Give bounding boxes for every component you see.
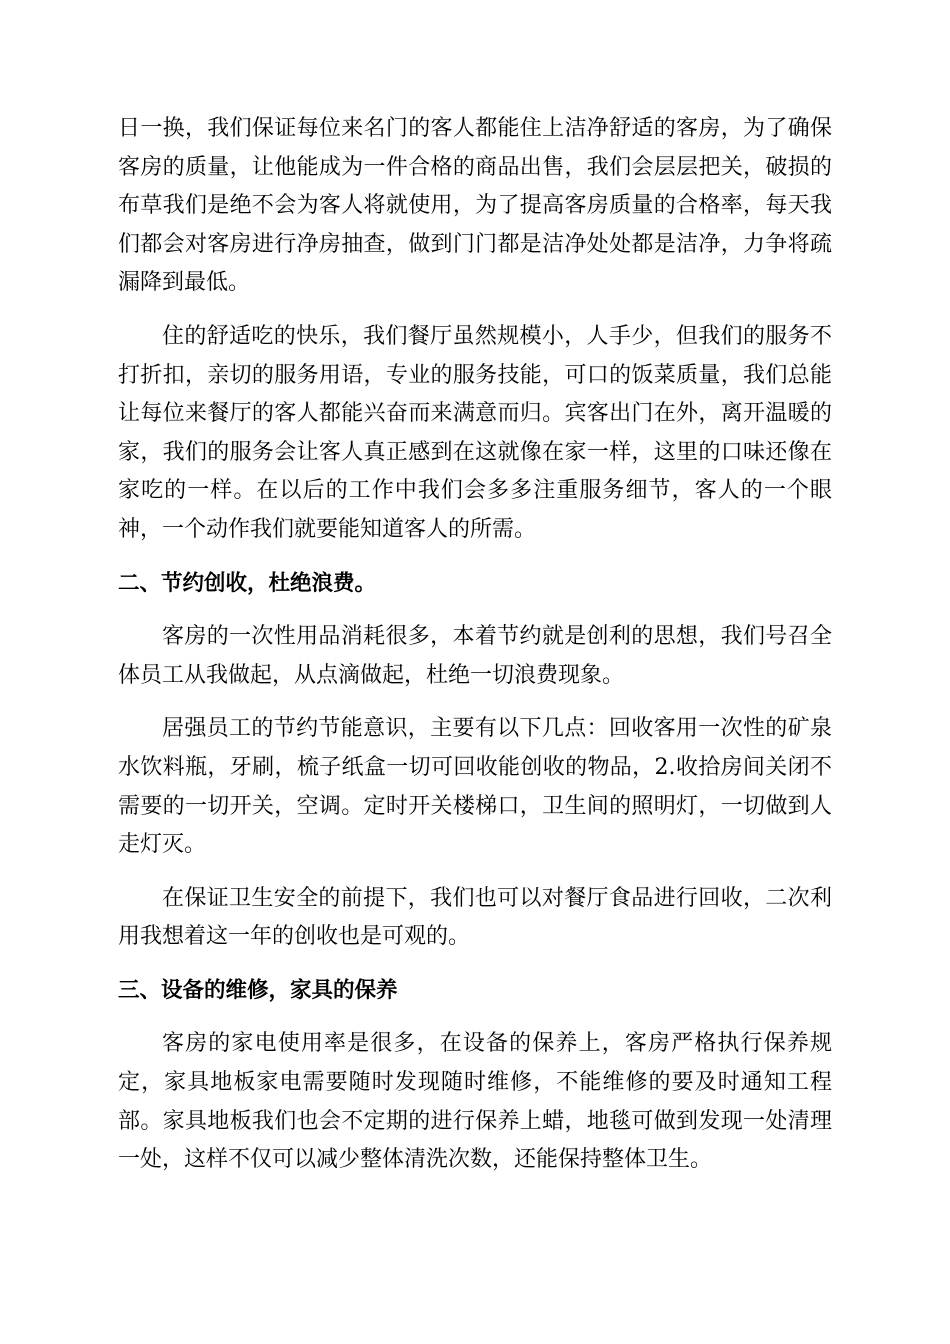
paragraph-disposable-items: 客房的一次性用品消耗很多，本着节约就是创利的思想，我们号召全体员工从我做起，从点滴做起，杜绝一切浪费现象。 — [118, 624, 832, 688]
paragraph-restaurant-service: 住的舒适吃的快乐，我们餐厅虽然规模小，人手少，但我们的服务不打折扣，亲切的服务用语，专业的服务技能，可口的饭菜质量，我们总能让每位来餐厅的客人都能兴奋而来满意而归。宾客出门在外，离开温暖的家，我们的服务会让客人真正感到在这就像在家一样，这里的口味还像在家吃的一样。在以后的工作中我们会多多注重服务细节，客人的一个眼神，一个动作我们就要能知道客人的所需。 — [118, 323, 832, 542]
paragraph-room-quality: 日一换，我们保证每位来名门的客人都能住上洁净舒适的客房，为了确保客房的质量，让他能成为一件合格的商品出售，我们会层层把关，破损的布草我们是绝不会为客人将就使用，为了提高客房质量的合格率，每天我们都会对客房进行净房抽查，做到门门都是洁净处处都是洁净，力争将疏漏降到最低。 — [118, 116, 832, 296]
paragraph-energy-saving: 居强员工的节约节能意识，主要有以下几点：回收客用一次性的矿泉水饮料瓶，牙刷，梳子纸盒一切可回收能创收的物品，2.收拾房间关闭不需要的一切开关，空调。定时开关楼梯口，卫生间的照明灯，一切做到人走灯灭。 — [118, 716, 832, 858]
section-heading-saving: 二、节约创收，杜绝浪费。 — [118, 570, 377, 596]
paragraph-appliance-maintenance: 客房的家电使用率是很多，在设备的保养上，客房严格执行保养规定，家具地板家电需要随时发现随时维修，不能维修的要及时通知工程部。家具地板我们也会不定期的进行保养上蜡，地毯可做到发现一处清理一处，这样不仅可以减少整体清洗次数，还能保持整体卫生。 — [118, 1031, 832, 1173]
section-heading-maintenance: 三、设备的维修，家具的保养 — [118, 977, 398, 1003]
paragraph-food-recycling: 在保证卫生安全的前提下，我们也可以对餐厅食品进行回收，二次利用我想着这一年的创收也是可观的。 — [118, 885, 832, 950]
